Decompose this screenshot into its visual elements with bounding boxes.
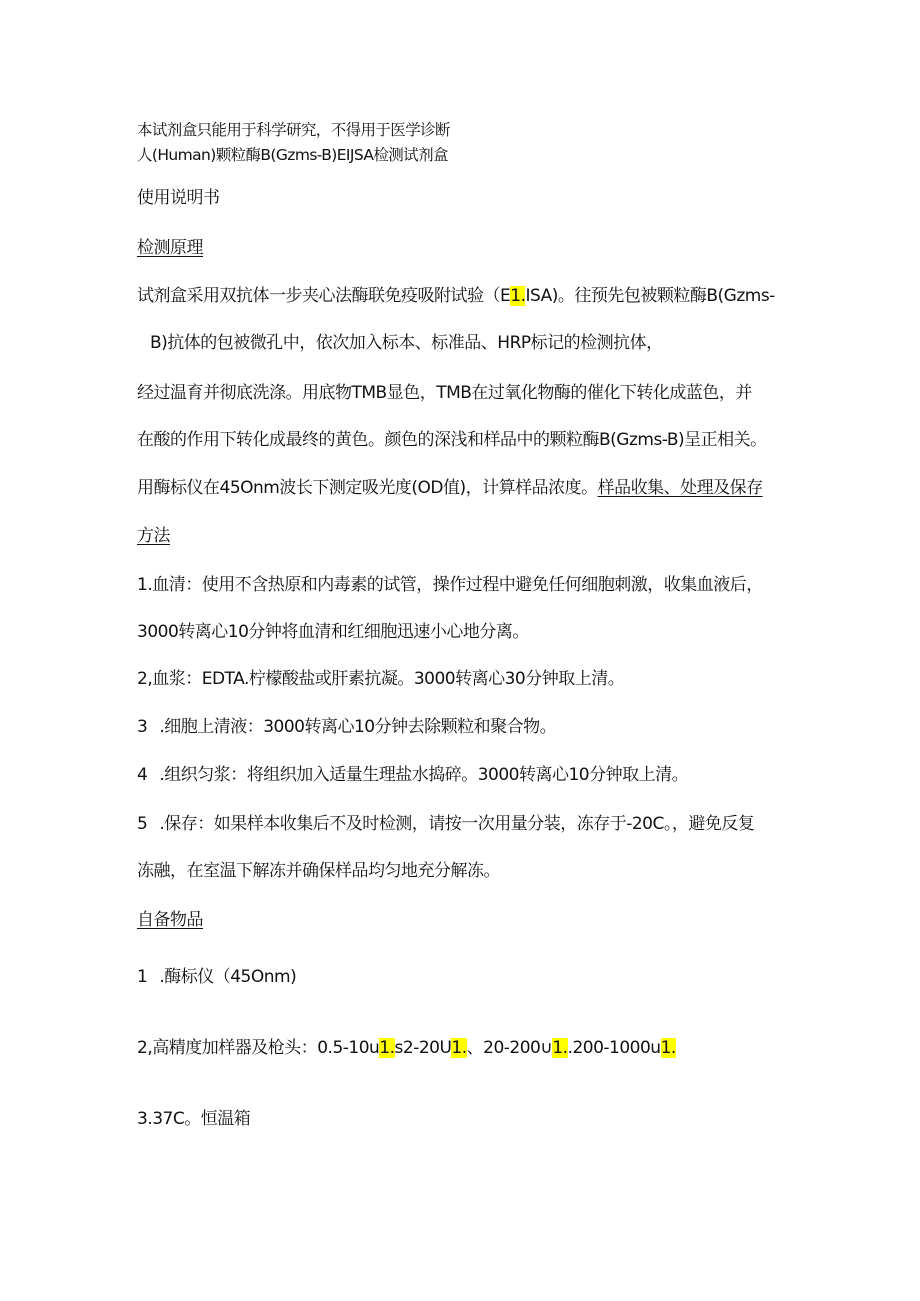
sample-item-4	[137, 763, 688, 787]
highlight-mark: 1.	[552, 1038, 568, 1058]
principle-heading: 检测原理	[137, 238, 203, 258]
sample-item-5-text: .保存：如果样本收集后不及时检测，请按一次用量分装，冻存于-20C。，避免反复	[159, 814, 755, 834]
sample-item-3	[137, 715, 556, 739]
sample-item-2: 2,血浆：EDTA.柠檬酸盐或肝素抗凝。3000转离心30分钟取上清。	[137, 669, 625, 689]
kit-title: 人(Human)颗粒酶B(Gzms-B)EIJSA检测试剂盒	[137, 146, 448, 164]
material-item-2-text-4: .200-1000u	[567, 1038, 661, 1058]
principle-line-3: 经过温育并彻底洗涤。用底物TMB显色，TMB在过氧化物酶的催化下转化成蓝色，并	[137, 383, 752, 403]
sample-item-1-line-1: 1.血清：使用不含热原和内毒素的试管，操作过程中避免任何细胞刺激，收集血液后，	[137, 575, 763, 595]
principle-line-1-text-a: 试剂盒采用双抗体一步夹心法酶联免疫吸附试验（E	[137, 286, 511, 306]
principle-line-4: 在酸的作用下转化成最终的黄色。颜色的深浅和样品中的颗粒酶B(Gzms-B)呈正相关。	[137, 430, 767, 450]
sample-item-3-number: 3	[137, 717, 148, 737]
material-item-1	[137, 965, 296, 989]
material-item-2-text-3: 、20-200∪	[466, 1038, 553, 1058]
material-item-2-text-2: s2-20U	[394, 1038, 452, 1058]
principle-line-2: B)抗体的包被微孔中，依次加入标本、标准品、HRP标记的检测抗体，	[150, 333, 663, 353]
sample-heading-part2: 方法	[137, 526, 170, 546]
sample-item-4-text: .组织匀浆：将组织加入适量生理盐水捣碎。3000转离心10分钟取上清。	[159, 765, 689, 785]
sample-item-5-number: 5	[137, 814, 148, 834]
highlight-mark: 1.	[510, 286, 526, 306]
highlight-mark: 1.	[451, 1038, 467, 1058]
principle-line-1	[137, 284, 775, 308]
notice-line: 本试剂盒只能用于科学研究，不得用于医学诊断	[137, 121, 450, 139]
material-item-3: 3.37C。恒温箱	[137, 1109, 251, 1129]
material-item-2	[137, 1036, 676, 1060]
materials-heading: 自备物品	[137, 910, 203, 930]
material-item-2-text-1: 2,高精度加样器及枪头：0.5-10u	[137, 1038, 380, 1058]
principle-line-5	[137, 476, 763, 500]
material-item-1-number: 1	[137, 967, 148, 987]
highlight-mark: 1.	[660, 1038, 676, 1058]
material-item-1-text: .酶标仪（45Onm)	[159, 967, 297, 987]
highlight-mark: 1.	[379, 1038, 395, 1058]
principle-line-5-text: 用酶标仪在45Onm波长下测定吸光度(OD值)，计算样品浓度。	[137, 478, 598, 498]
sample-item-3-text: .细胞上清液：3000转离心10分钟去除颗粒和聚合物。	[159, 717, 557, 737]
manual-title: 使用说明书	[137, 188, 220, 208]
sample-item-4-number: 4	[137, 765, 148, 785]
sample-heading-part1: 样品收集、处理及保存	[597, 478, 763, 498]
principle-line-1-text-b: ISA)。往预先包被颗粒酶B(Gzms-	[525, 286, 775, 306]
sample-item-1-line-2: 3000转离心10分钟将血清和红细胞迅速小心地分离。	[137, 622, 529, 642]
sample-item-5-line-1	[137, 812, 754, 836]
sample-item-5-line-2: 冻融，在室温下解冻并确保样品均匀地充分解冻。	[137, 861, 500, 881]
